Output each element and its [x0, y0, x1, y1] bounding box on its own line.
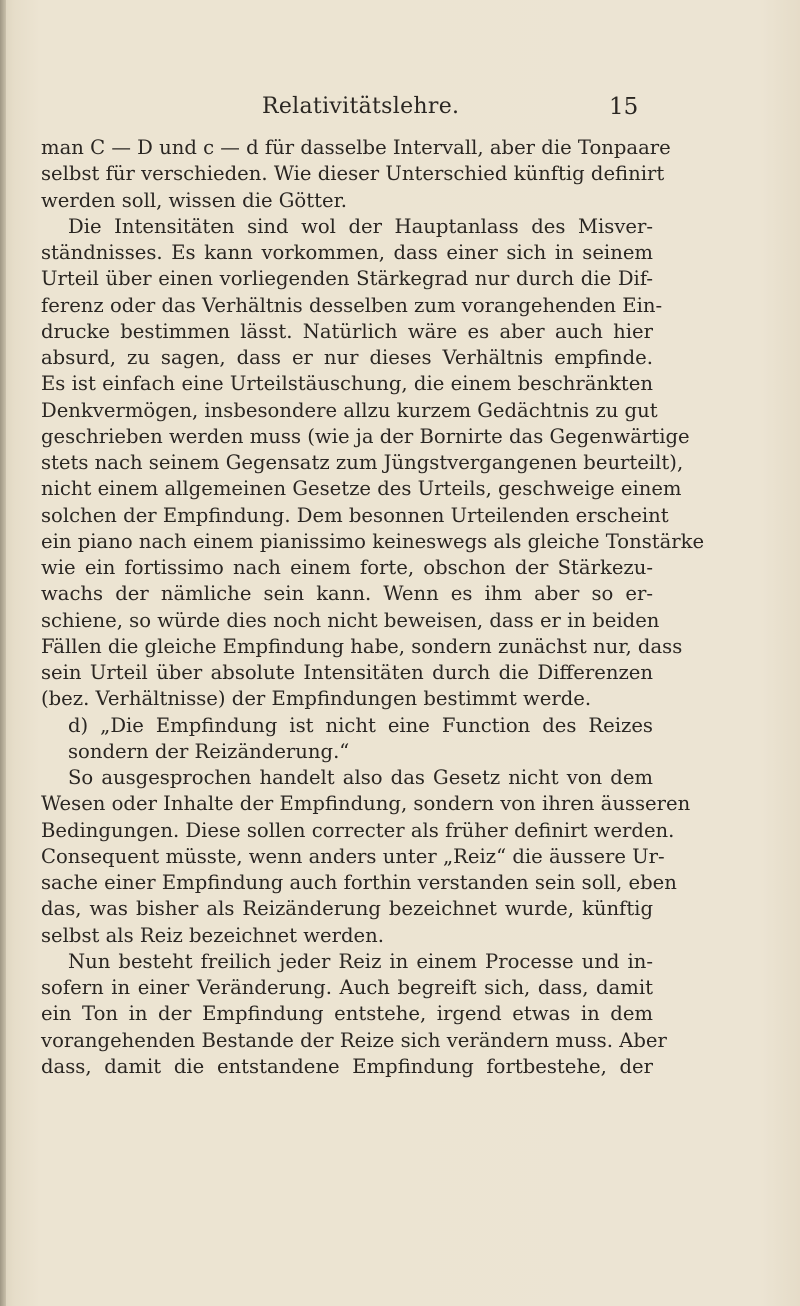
text-line: sofern in einer Veränderung. Auch begreift sich, dass, damit: [41, 976, 653, 999]
page-number: 15: [609, 94, 639, 120]
text-line: Nun besteht freilich jeder Reiz in einem Processe und in-: [68, 949, 653, 973]
text-line: (bez. Verhältnisse) der Empfindungen bestimmt werde.: [41, 687, 592, 711]
text-line: stets nach seinem Gegensatz zum Jüngstvergangenen beurteilt),: [41, 451, 684, 474]
text-line: Denkvermögen, insbesondere allzu kurzem Gedächtnis zu gut: [41, 398, 658, 422]
text-line: Urteil über einen vorliegenden Stärkegrad nur durch die Dif-: [41, 267, 653, 291]
text-line: Es ist einfach eine Urteilstäuschung, die einem beschränkten: [41, 372, 653, 396]
text-line: sache einer Empfindung auch forthin verstanden sein soll, eben: [41, 871, 677, 894]
text-line: Fällen die gleiche Empfindung habe, sondern zunächst nur, dass: [41, 634, 683, 658]
body-text: [41, 135, 705, 1080]
text-line: vorangehenden Bestande der Reize sich verändern muss. Aber: [41, 1028, 667, 1052]
page-spine-shadow: [0, 0, 6, 1306]
text-line: ein piano nach einem pianissimo keineswegs als gleiche Tonstärke: [41, 529, 705, 553]
text-line: Die Intensitäten sind wol der Hauptanlass des Misver-: [68, 214, 653, 238]
text-line: Wesen oder Inhalte der Empfindung, sondern von ihren äusseren: [41, 792, 691, 816]
text-line: Bedingungen. Diese sollen correcter als früher definirt werden.: [41, 818, 675, 842]
text-line: ferenz oder das Verhältnis desselben zum vorangehenden Ein-: [41, 293, 663, 317]
text-line: das, was bisher als Reizänderung bezeichnet wurde, künftig: [41, 897, 653, 921]
text-line: So ausgesprochen handelt also das Gesetz nicht von dem: [68, 766, 653, 789]
text-line: selbst für verschieden. Wie dieser Unterschied künftig definirt: [41, 162, 665, 186]
text-line: geschrieben werden muss (wie ja der Bornirte das Gegenwärtige: [41, 424, 690, 448]
text-line: selbst als Reiz bezeichnet werden.: [41, 923, 384, 947]
text-line: sein Urteil über absolute Intensitäten durch die Differenzen: [41, 661, 653, 684]
text-line: wachs der nämliche sein kann. Wenn es ihm aber so er-: [41, 582, 653, 606]
text-line: werden soll, wissen die Götter.: [41, 188, 348, 212]
text-line: Consequent müsste, wenn anders unter „Reiz“ die äussere Ur-: [41, 844, 665, 868]
text-line: man C — D und c — d für dasselbe Intervall, aber die Tonpaare: [41, 136, 671, 159]
text-line: drucke bestimmen lässt. Natürlich wäre es aber auch hier: [41, 319, 653, 343]
text-line: sondern der Reizänderung.“: [68, 739, 350, 763]
page-header: [0, 94, 800, 124]
text-line: absurd, zu sagen, dass er nur dieses Verhältnis empfinde.: [41, 346, 653, 369]
text-line: dass, damit die entstandene Empfindung fortbestehe, der: [41, 1054, 653, 1078]
text-line: schiene, so würde dies noch nicht beweisen, dass er in beiden: [41, 608, 660, 632]
text-line: nicht einem allgemeinen Gesetze des Urteils, geschweige einem: [41, 477, 682, 501]
text-line: solchen der Empfindung. Dem besonnen Urteilenden erscheint: [41, 503, 669, 527]
text-line: ein Ton in der Empfindung entstehe, irgend etwas in dem: [41, 1002, 653, 1026]
text-line: d) „Die Empfindung ist nicht eine Function des Reizes: [68, 713, 653, 737]
text-line: ständnisses. Es kann vorkommen, dass einer sich in seinem: [41, 241, 653, 264]
text-line: wie ein fortissimo nach einem forte, obschon der Stärkezu-: [41, 556, 653, 579]
running-title: Relativitätslehre.: [262, 94, 460, 119]
